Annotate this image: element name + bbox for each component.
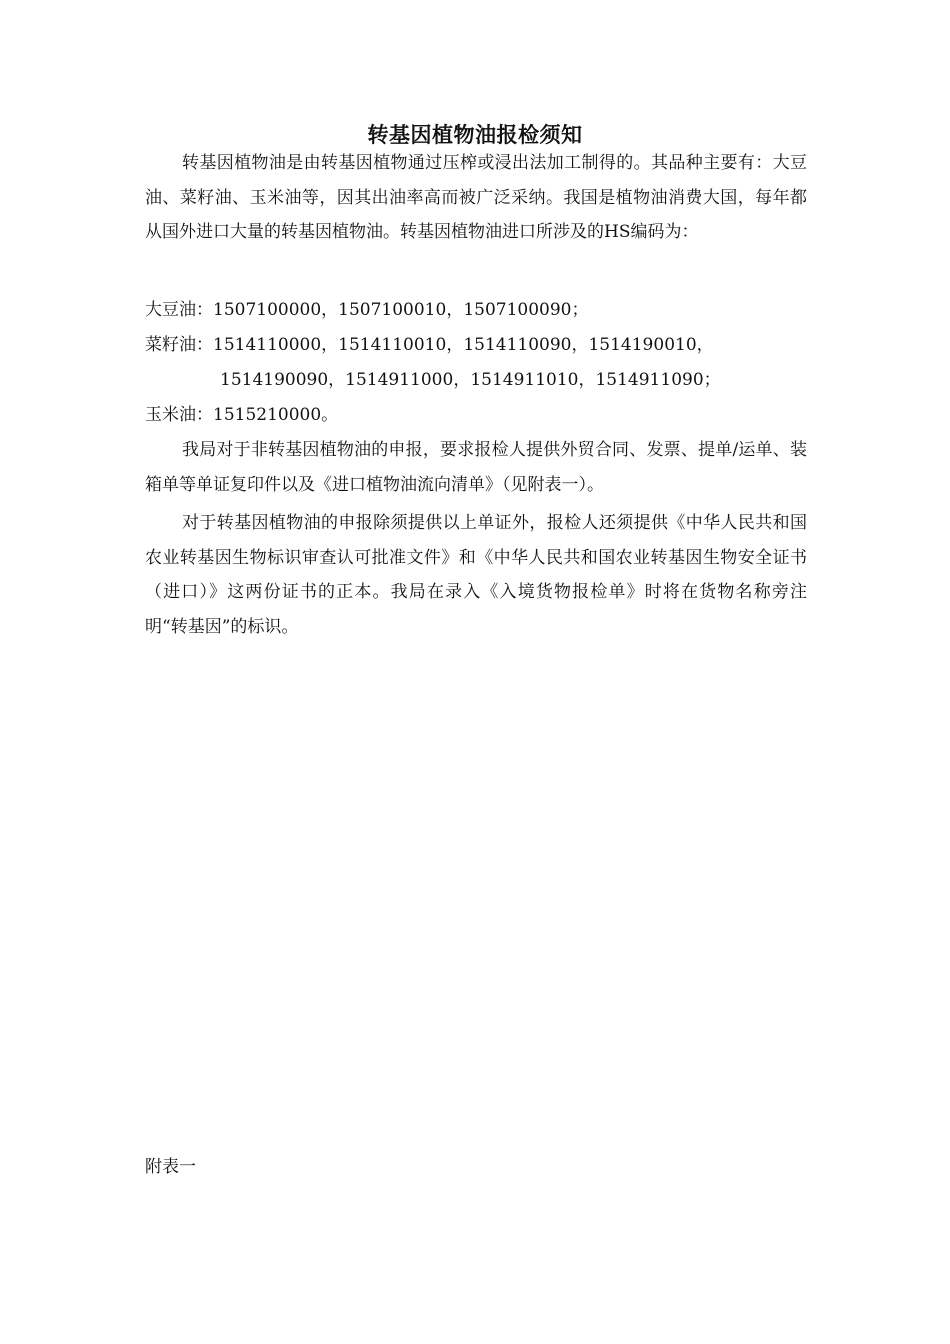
appendix-label: 附表一 <box>145 1157 196 1177</box>
hs-codes-rapeseed-oil-line1: 菜籽油：1514110000，1514110010，1514110090，1514190010， <box>145 335 714 355</box>
hs-codes-corn-oil: 玉米油：1515210000。 <box>145 405 339 425</box>
document-title: 转基因植物油报检须知 <box>367 123 583 147</box>
hs-codes-soybean-oil: 大豆油：1507100000，1507100010，1507100090； <box>145 300 589 320</box>
non-gm-requirements-paragraph: 我局对于非转基因植物油的申报，要求报检人提供外贸合同、发票、提单/运单、装箱单等单证复印件以及《进口植物油流向清单》（见附表一）。 <box>145 440 807 495</box>
gm-requirements-paragraph: 对于转基因植物油的申报除须提供以上单证外，报检人还须提供《中华人民共和国农业转基因生物标识审查认可批准文件》和《中华人民共和国农业转基因生物安全证书（进口）》这两份证书的正本。我局在录入《入境货物报检单》时将在货物名称旁注明“转基因”的标识。 <box>145 513 807 637</box>
intro-paragraph: 转基因植物油是由转基因植物通过压榨或浸出法加工制得的。其品种主要有：大豆油、菜籽油、玉米油等，因其出油率高而被广泛采纳。我国是植物油消费大国，每年都从国外进口大量的转基因植物油。转基因植物油进口所涉及的HS编码为： <box>145 153 807 242</box>
hs-codes-rapeseed-oil-line2: 1514190090，1514911000，1514911010，1514911090； <box>220 370 721 390</box>
